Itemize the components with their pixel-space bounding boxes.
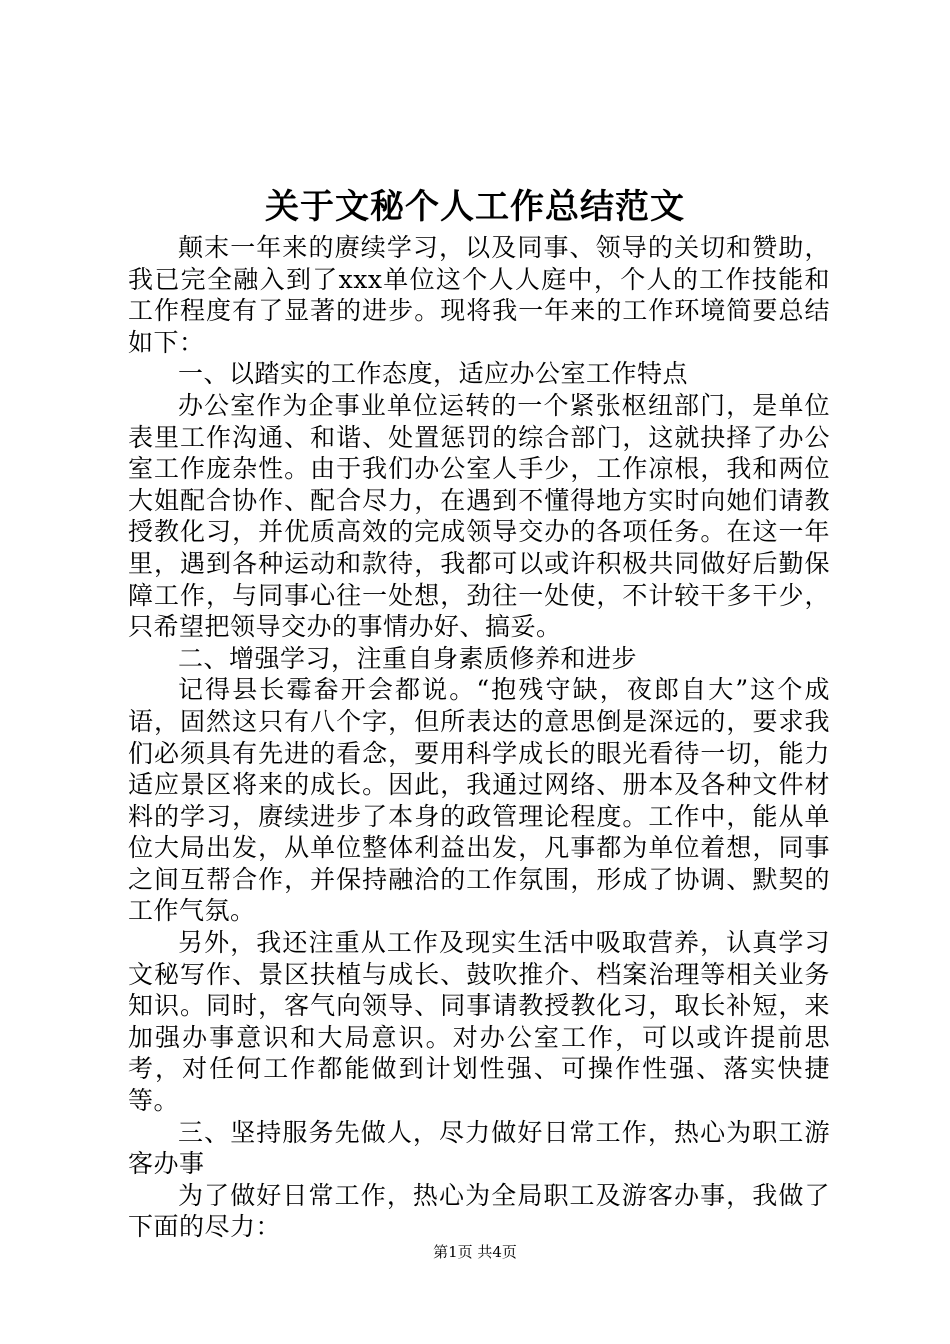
paragraph-section-2a: 记得县长霉畚开会都说。“抱残守缺，夜郎自大”这个成语，固然这只有八个字，但所表达的意思倒是深远的，要求我们必须具有先进的看念，要用科学成长的眼光看待一切，能力适应景区将来的成长。因此，我通过网络、册本及各种文件材料的学习，赓续进步了本身的政管理论程度。工作中，能从单位大局出发，从单位整体利益出发，凡事都为单位着想，同事之间互帮合作，并保持融洽的工作氛围，形成了协调、默契的工作气氛。	[128, 675, 830, 926]
section-heading-3: 三、坚持服务先做人，尽力做好日常工作，热心为职工游客办事	[128, 1117, 830, 1179]
document-title: 关于文秘个人工作总结范文	[265, 187, 685, 227]
document-body	[128, 232, 830, 1243]
section-heading-1: 一、以踏实的工作态度，适应办公室工作特点	[178, 359, 689, 389]
paragraph-section-1: 办公室作为企事业单位运转的一个紧张枢纽部门，是单位表里工作沟通、和谐、处置惩罚的综合部门，这就抉择了办公室工作庞杂性。由于我们办公室人手少，工作凉根，我和两位大姐配合协作、配合尽力，在遇到不懂得地方实时向她们请教授教化习，并优质高效的完成领导交办的各项任务。在这一年里，遇到各种运动和款待，我都可以或许积极共同做好后勤保障工作，与同事心往一处想，劲往一处使，不计较干多干少，只希望把领导交办的事情办好、搞妥。	[128, 390, 830, 642]
paragraph-intro: 颠末一年来的赓续学习，以及同事、领导的关切和赞助，我已完全融入到了xxx单位这个人人庭中，个人的工作技能和工作程度有了显著的进步。现将我一年来的工作环境简要总结如下：	[128, 233, 830, 357]
page-footer: 第1页 共4页	[433, 1243, 517, 1261]
paragraph-section-3: 为了做好日常工作，热心为全局职工及游客办事，我做了下面的尽力：	[128, 1180, 830, 1242]
section-heading-2: 二、增强学习，注重自身素质修养和进步	[178, 643, 638, 673]
paragraph-section-2b: 另外，我还注重从工作及现实生活中吸取营养，认真学习文秘写作、景区扶植与成长、鼓吹推介、档案治理等相关业务知识。同时，客气向领导、同事请教授教化习，取长补短，来加强办事意识和大局意识。对办公室工作，可以或许提前思考，对任何工作都能做到计划性强、可操作性强、落实快捷等。	[128, 928, 830, 1116]
